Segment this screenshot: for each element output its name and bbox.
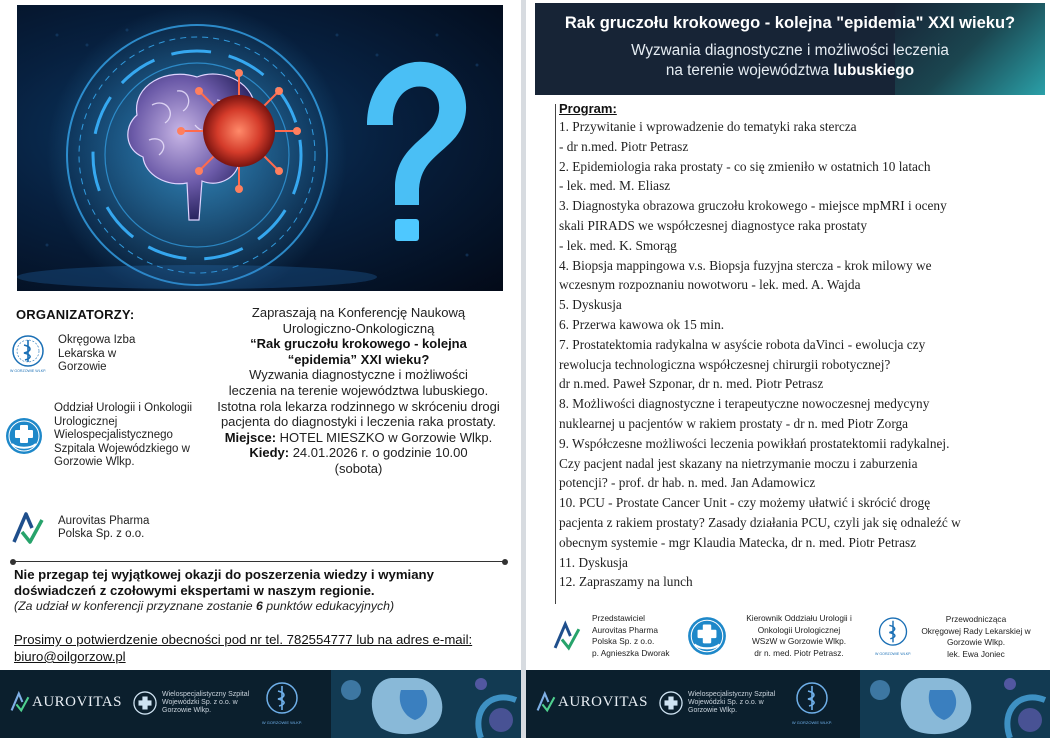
program-line: - dr n.med. Piotr Petrasz bbox=[559, 138, 689, 154]
education-points-note: (Za udział w konferencji przyznane zostanie 6 punktów edukacyjnych) bbox=[14, 599, 395, 613]
organizer-name: Oddział Urologii i Onkologii Urologicznej Wielospecjalistycznego Szpitala Wojewódzkiego w Gorzowie Wlkp. bbox=[54, 402, 193, 468]
aurovitas-logo bbox=[8, 690, 32, 714]
program-line: 6. Przerwa kawowa ok 15 min. bbox=[559, 316, 725, 332]
program-line: 12. Zapraszamy na lunch bbox=[559, 574, 693, 590]
footer-hospital: Wielospecjalistyczny Szpital Wojewódzki Sp. z o.o. w Gorzowie Wlkp. bbox=[658, 690, 788, 716]
program-line: - lek. med. M. Eliasz bbox=[559, 178, 671, 194]
program-label: Program: bbox=[559, 101, 617, 116]
organizer-name: Aurovitas Pharma Polska Sp. z o.o. bbox=[58, 514, 150, 540]
program-line: 5. Dyskusja bbox=[559, 297, 622, 313]
program-left-rule bbox=[555, 104, 556, 604]
program-line: rewolucja technologiczna współczesnej chirurgii robotycznej? bbox=[559, 356, 891, 372]
organizers-heading: ORGANIZATORZY: bbox=[16, 307, 135, 322]
program-line: - lek. med. K. Smorąg bbox=[559, 237, 677, 253]
hero-illustration bbox=[17, 5, 503, 291]
program-line: 9. Współczesne możliwości leczenia powikłań prostatektomii radykalnej. bbox=[559, 435, 950, 451]
organizer-oddzial-urologii bbox=[4, 402, 204, 470]
signature-aurovitas bbox=[550, 613, 690, 659]
program-list bbox=[559, 101, 1044, 592]
program-line: 1. Przywitanie i wprowadzenie do tematyki raka stercza bbox=[559, 119, 857, 134]
invitation-text bbox=[196, 305, 521, 477]
conference-date: Kiedy: 24.01.2026 r. o godzinie 10.00 bbox=[249, 445, 468, 461]
footer-band bbox=[526, 670, 1050, 738]
footer-aurovitas: AUROVITAS bbox=[534, 690, 648, 714]
program-line: obecnym systemie - mgr Klaudia Matecka, dr n. med. Piotr Petrasz bbox=[559, 534, 917, 550]
footer-aurovitas: AUROVITAS bbox=[8, 690, 122, 714]
program-line: dr n.med. Paweł Szponar, dr n. med. Piotr Petrasz bbox=[559, 376, 824, 392]
invitation-intro: Zapraszają na Konferencję Naukową Urologiczno-Onkologiczną bbox=[251, 305, 466, 336]
program-line: 4. Biopsja mappingowa v.s. Biopsja fuzyjna stercza - krok milowy we bbox=[559, 257, 932, 273]
hospital-cross-logo bbox=[4, 416, 44, 456]
program-line: 2. Epidemiologia raka prostaty - co się zmieniło w ostatnich 10 latach bbox=[559, 158, 931, 174]
conference-place: Miejsce: HOTEL MIESZKO w Gorzowie Wlkp. bbox=[224, 429, 493, 445]
program-line: 10. PCU - Prostate Cancer Unit - czy możemy ułatwić i skrócić drogę bbox=[559, 495, 931, 511]
program-line: pacjenta z rakiem prostaty? Zasady działania PCU, czyli jak się odnaleźć w bbox=[559, 514, 961, 530]
aurovitas-logo bbox=[8, 508, 48, 548]
footer-hospital: Wielospecjalistyczny Szpital Wojewódzki Sp. z o.o. w Gorzowie Wlkp. bbox=[132, 690, 262, 716]
hospital-cross-logo bbox=[658, 690, 684, 716]
prostate-illustration bbox=[860, 670, 1050, 738]
program-line: 3. Diagnostyka obrazowa gruczołu krokowego - miejsce mpMRI i oceny bbox=[559, 198, 947, 214]
program-line: skali PIRADS we współczesnej diagnostyce raka prostaty bbox=[559, 217, 867, 233]
signature-text: Kierownik Oddziału Urologii i Onkologii Urologicznej WSzW w Gorzowie Wlkp. dr n. med. Piotr Petrasz. bbox=[746, 613, 852, 658]
program-line: 8. Możliwości diagnostyczne i terapeutyczne nowoczesnej medycyny bbox=[559, 396, 930, 412]
conference-title: “Rak gruczołu krokowego - kolejna “epidemia” XXI wieku? bbox=[250, 336, 467, 367]
organizer-aurovitas bbox=[8, 508, 168, 548]
signature-izba bbox=[875, 613, 1035, 661]
program-line: wczesnym rozpoznaniu nowotworu - lek. med. A. Wajda bbox=[559, 277, 861, 293]
banner-title: Rak gruczołu krokowego - kolejna "epidemia" XXI wieku? bbox=[564, 14, 1016, 32]
svg-text:W GORZOWIE WLKP.: W GORZOWIE WLKP. bbox=[792, 720, 832, 725]
izba-lekarska-logo bbox=[8, 334, 48, 374]
signature-text: Przewodnicząca Okręgowej Rady Lekarskiej w Gorzowie Wlkp. lek. Ewa Joniec bbox=[921, 614, 1031, 659]
program-line: potencji? - prof. dr hab. n. med. Jan Adamowicz bbox=[559, 475, 816, 491]
izba-lekarska-logo bbox=[875, 613, 911, 661]
conference-role: Istotna rola lekarza rodzinnego w skróceniu drogi pacjenta do diagnostyki i leczenia raka prostaty. bbox=[217, 398, 500, 430]
program-line: 11. Dyskusja bbox=[559, 554, 628, 570]
conference-day: (sobota) bbox=[334, 460, 383, 476]
svg-text:W GORZOWIE WLKP.: W GORZOWIE WLKP. bbox=[875, 652, 911, 656]
conference-subtitle: Wyzwania diagnostyczne i możliwości leczenia na terenie województwa lubuskiego. bbox=[228, 367, 489, 398]
divider-line bbox=[13, 561, 505, 562]
right-page bbox=[526, 0, 1050, 738]
organizer-izba-lekarska bbox=[8, 334, 150, 375]
prostate-illustration bbox=[331, 670, 521, 738]
aurovitas-logo bbox=[534, 690, 558, 714]
organizer-name: Okręgowa Izba Lekarska w Gorzowie bbox=[58, 334, 136, 373]
svg-text:W GORZOWIE WLKP.: W GORZOWIE WLKP. bbox=[262, 720, 302, 725]
program-line: 7. Prostatektomia radykalna w asyście robota daVinci - ewolucja czy bbox=[559, 336, 926, 352]
question-mark-icon bbox=[367, 62, 466, 241]
banner-subtitle: Wyzwania diagnostyczne i możliwości leczenia na terenie województwa lubuskiego bbox=[631, 42, 949, 79]
hospital-cross-logo bbox=[686, 615, 728, 657]
program-banner bbox=[535, 3, 1045, 95]
program-line: nuklearnej u pacjentów w rakiem prostaty - dr n. med Piotr Zorga bbox=[559, 415, 909, 431]
rsvp-contact[interactable]: Prosimy o potwierdzenie obecności pod nr tel. 782554777 lub na adres e-mail: biuro@oilgorzow.pl bbox=[14, 632, 473, 664]
program-line: Czy pacjent nadal jest skazany na nietrzymanie moczu i zaburzenia bbox=[559, 455, 918, 471]
hero-brain-virus-illustration bbox=[17, 5, 503, 291]
signature-oddzial bbox=[686, 613, 864, 659]
izba-lekarska-logo bbox=[792, 676, 832, 732]
svg-text:W GORZOWIE WLKP.: W GORZOWIE WLKP. bbox=[9, 369, 47, 374]
footer-band bbox=[0, 670, 521, 738]
hospital-cross-logo bbox=[132, 690, 158, 716]
signature-text: Przedstawiciel Aurovitas Pharma Polska Sp. z o.o. p. Agnieszka Dworak bbox=[592, 613, 670, 658]
aurovitas-logo bbox=[550, 616, 584, 656]
left-page bbox=[0, 0, 521, 738]
izba-lekarska-logo bbox=[262, 676, 302, 732]
callout-text: Nie przegap tej wyjątkowej okazji do poszerzenia wiedzy i wymiany doświadczeń z czołowymi ekspertami w naszym regionie. bbox=[14, 567, 434, 598]
